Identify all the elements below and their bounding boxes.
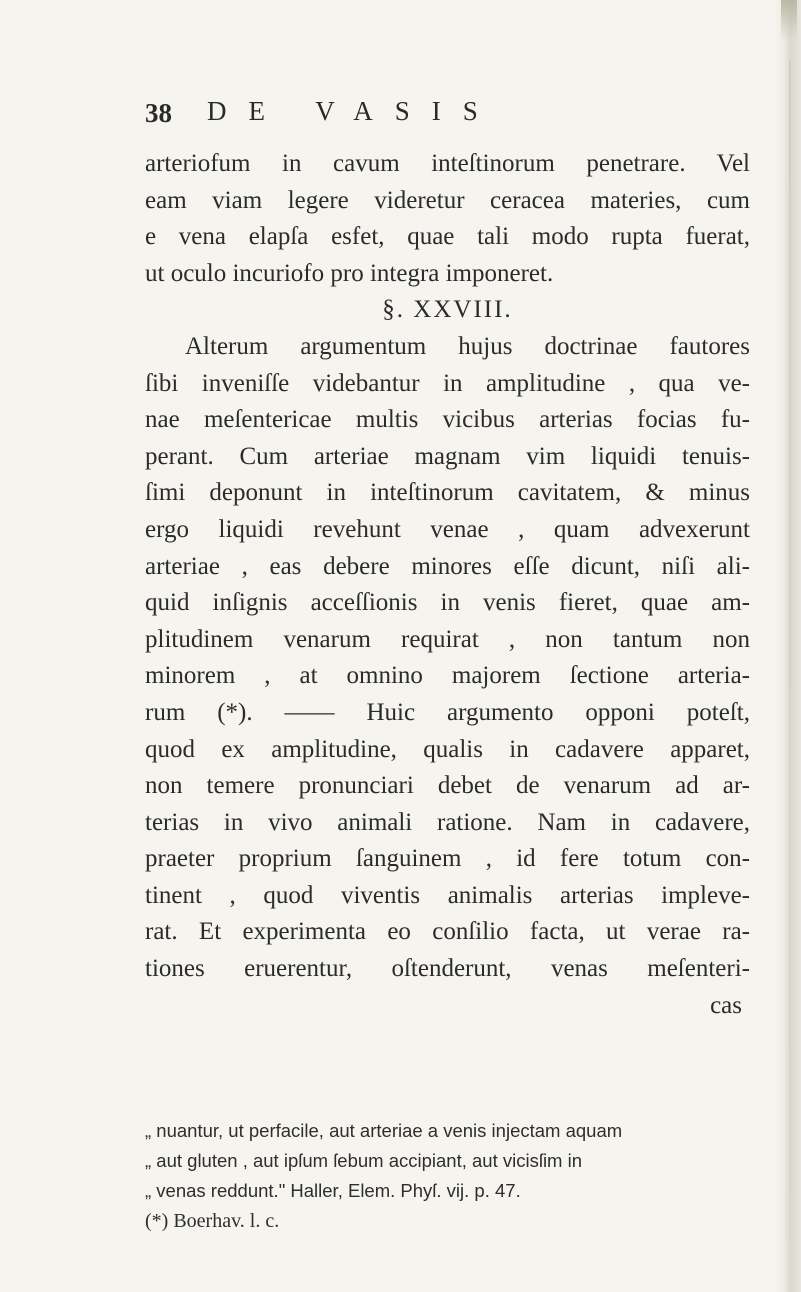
text-line: ut oculo incuriofo pro integra imponeret. (145, 259, 554, 287)
page-number: 38 (145, 98, 172, 128)
text-line: rum (*). —— Huic argumento opponi poteſt, (145, 698, 750, 726)
text-line: e vena elapſa esfet, quae tali modo rupta fuerat, (145, 223, 750, 251)
text-line: quod ex amplitudine, qualis in cadavere apparet, (145, 735, 750, 763)
text-line: tiones eruerentur, oſtenderunt, venas meſenteri- (145, 955, 750, 983)
text-line: perant. Cum arteriae magnam vim liquidi tenuis- (145, 442, 750, 470)
section-heading: §. XXVIII. (382, 296, 513, 324)
text-line: ſibi inveniſſe videbantur in amplitudine , qua ve- (145, 369, 750, 397)
footnotes (145, 1116, 720, 1236)
text-line: quid inſignis acceſſionis in venis fieret, quae am- (145, 589, 750, 617)
footnote-line: „ venas reddunt." Haller, Elem. Phyſ. vij. p. 47. (145, 1180, 521, 1201)
text-line: arteriae , eas debere minores eſſe dicunt, niſi ali- (145, 552, 750, 580)
text-line: non temere pronunciari debet de venarum ad ar- (145, 772, 750, 800)
text-line: ergo liquidi revehunt venae , quam advexerunt (145, 515, 750, 543)
main-text (145, 146, 750, 1024)
text-line: plitudinem venarum requirat , non tantum non (145, 625, 750, 653)
text-line: eam viam legere videretur ceracea materies, cum (145, 186, 750, 214)
text-line: tinent , quod viventis animalis arterias impleve- (145, 881, 750, 909)
text-line: ſimi deponunt in inteſtinorum cavitatem, & minus (145, 479, 750, 507)
text-line: arteriofum in cavum inteſtinorum penetrare. Vel (145, 150, 750, 177)
running-head (145, 96, 585, 136)
text-line: nae meſentericae multis vicibus arterias focias fu- (145, 406, 750, 434)
text-line: minorem , at omnino majorem ſectione arteria- (145, 662, 750, 690)
running-title: DE VASIS (207, 96, 500, 126)
text-line: terias in vivo animali ratione. Nam in cadavere, (145, 808, 750, 836)
footnote-line: „ aut gluten , aut ipſum ſebum accipiant, aut vicisſim in (145, 1150, 583, 1171)
catchword: cas (710, 991, 742, 1019)
page-edge-shadow (775, 0, 801, 1292)
text-line: praeter proprium ſanguinem , id fere totum con- (145, 845, 750, 873)
edge-stain (781, 0, 797, 40)
footnote-line: „ nuantur, ut perfacile, aut arteriae a venis injectam aquam (145, 1120, 623, 1141)
footnote-reference: (*) Boerhav. l. c. (145, 1210, 280, 1232)
text-line: rat. Et experimenta eo conſilio facta, ut verae ra- (145, 918, 750, 946)
text-line: Alterum argumentum hujus doctrinae fautores (185, 332, 750, 360)
gutter-line (789, 60, 791, 1240)
